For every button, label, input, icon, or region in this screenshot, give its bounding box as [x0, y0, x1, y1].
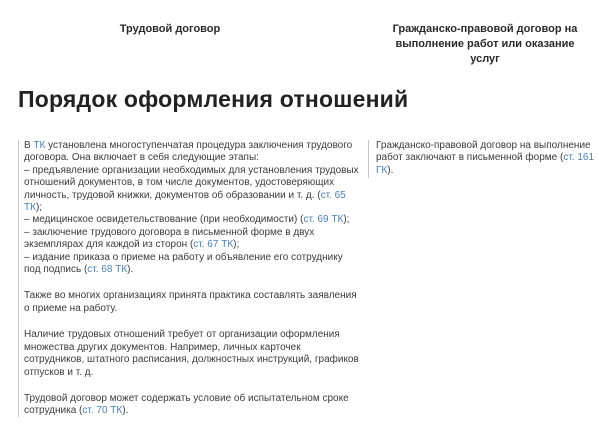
list-item: – заключение трудового договора в письменной форме в двух экземплярах для каждой из сторон (: [24, 226, 315, 251]
column-header-civil-contract-line2: выполнение работ или оказание услуг: [395, 38, 575, 65]
link-art-67[interactable]: ст. 67 ТК: [193, 239, 234, 251]
text: В: [24, 140, 34, 151]
link-art-65[interactable]: ст. 65 ТК: [24, 189, 346, 214]
list-item: – издание приказа о приеме на работу и объявление его сотруднику под подпись (: [24, 251, 343, 276]
link-art-68[interactable]: ст. 68 ТК: [87, 264, 128, 276]
column-header-labor-contract: Трудовой договор: [119, 23, 221, 35]
text: Гражданско-правовой договор на выполнение работ заключают в письменной форме (: [376, 140, 591, 164]
labor-contract-text: [18, 140, 360, 418]
text: ).: [127, 264, 134, 276]
column-divider-left: [18, 140, 19, 417]
text: );: [233, 239, 240, 251]
text: );: [343, 214, 350, 226]
list-item: – предъявление организации необходимых для установления трудовых отношений документов, в том числе документов, удостоверяющих личность, трудовой книжки, документов об образовании и т. д. (: [24, 164, 359, 201]
text: );: [35, 202, 43, 214]
link-art-70[interactable]: ст. 70 ТК: [82, 405, 123, 417]
text: Трудовой договор может содержать условие об испытательном сроке сотрудника (: [24, 392, 349, 417]
civil-contract-column: [368, 140, 598, 177]
list-item: – медицинское освидетельствование (при необходимости) (: [24, 214, 304, 226]
column-header-civil-contract: [380, 22, 590, 67]
paragraph-procedure: [24, 140, 360, 276]
labor-contract-column: [18, 140, 360, 432]
text: ).: [122, 405, 129, 417]
link-art-161[interactable]: ст. 161 ГК: [376, 152, 595, 176]
text: установлена многоступенчатая процедура заключения трудового договора. Она включает в себя следующие этапы:: [24, 140, 353, 164]
link-tk[interactable]: ТК: [33, 140, 46, 151]
civil-contract-text: [368, 140, 598, 177]
text: ).: [387, 164, 394, 176]
paragraph-applications: Также во многих организациях принята практика составлять заявления о приеме на работу.: [24, 290, 357, 314]
link-art-69[interactable]: ст. 69 ТК: [303, 214, 344, 226]
paragraph-probation: [24, 393, 360, 418]
column-divider-right: [368, 140, 369, 178]
paragraph-documents: Наличие трудовых отношений требует от организации оформления множества других документов. Например, личных карточек сотрудников, штатного расписания, должностных инструкций, графиков отпусков и т. д.: [24, 329, 359, 378]
column-header-civil-contract-line1: Гражданско-правовой договор на: [392, 23, 578, 35]
section-title: Порядок оформления отношений: [18, 86, 409, 112]
